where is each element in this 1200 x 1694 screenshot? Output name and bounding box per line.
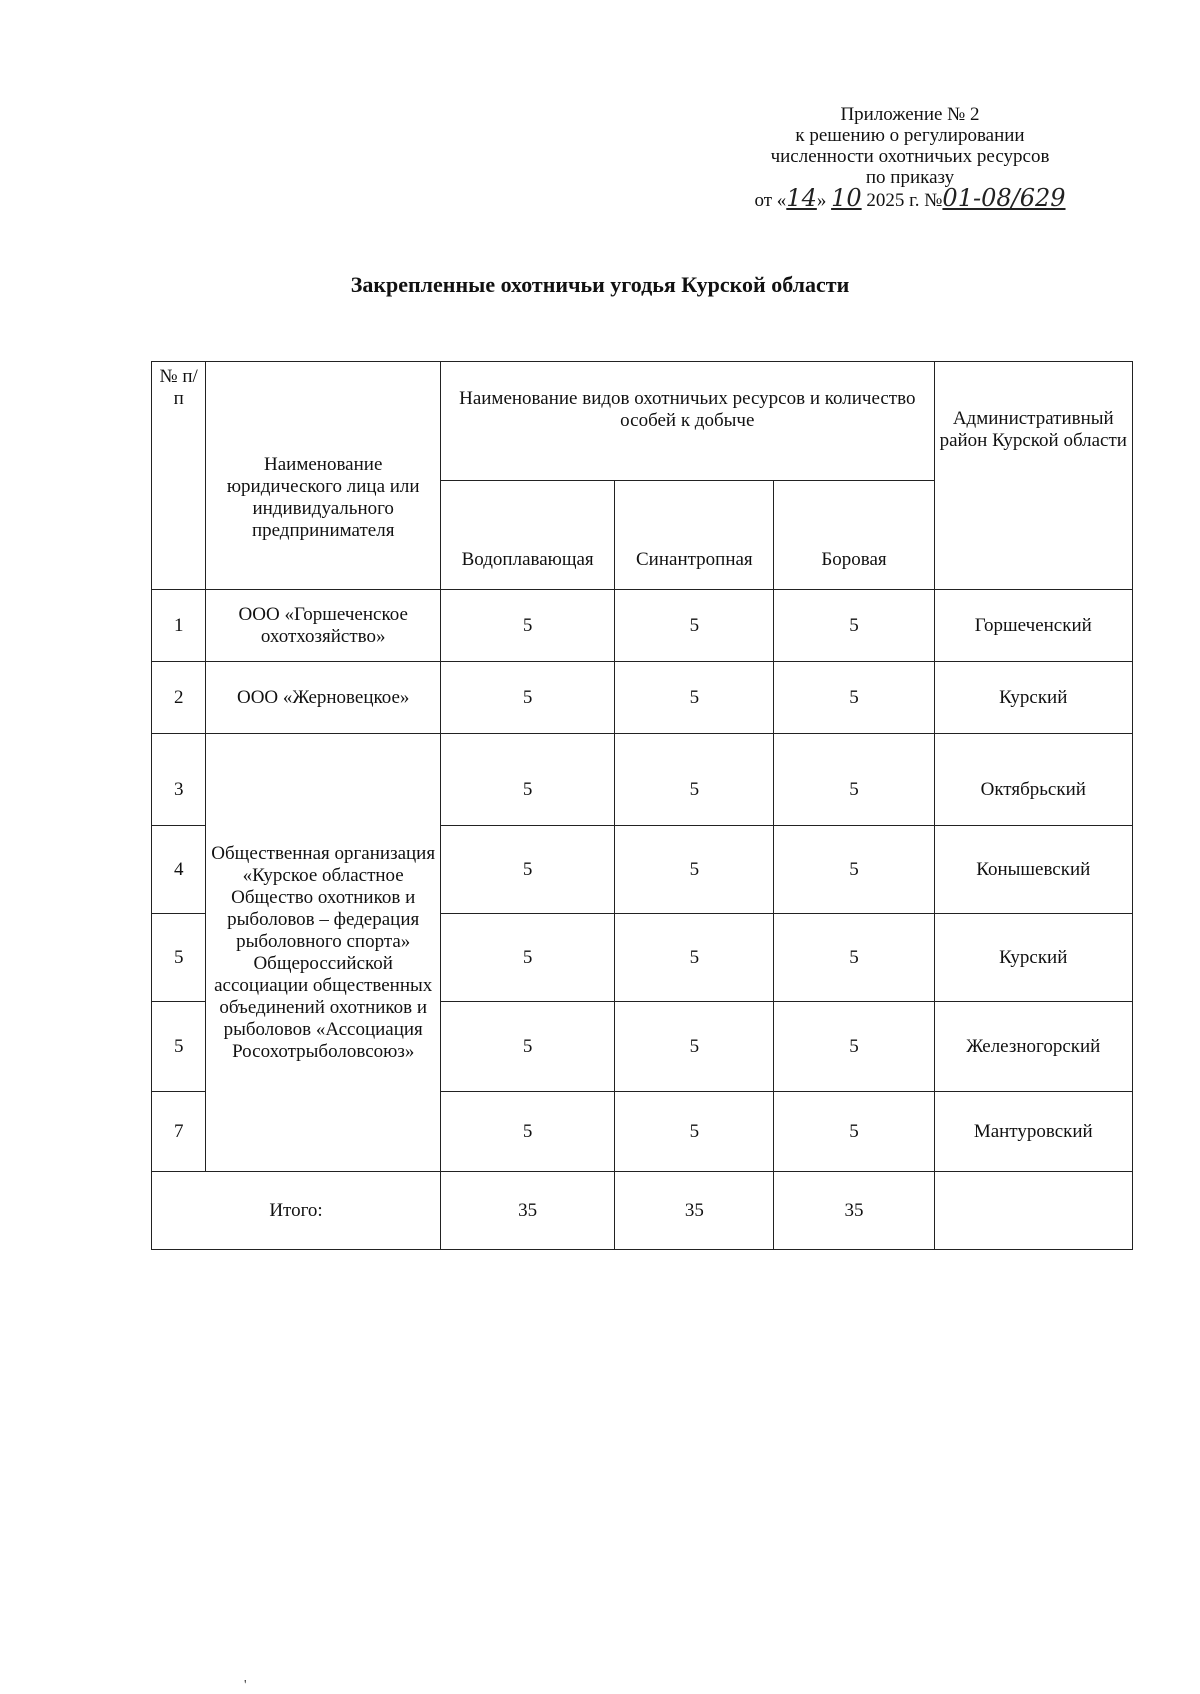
page-title: Закрепленные охотничьи угодья Курской области <box>350 272 850 297</box>
appendix-line-order: по приказу <box>865 167 955 188</box>
header-resource-group: Наименование видов охотничьих ресурсов и количество особей к добыче <box>441 362 935 481</box>
row-waterfowl: 5 <box>441 662 615 734</box>
row-entity-organization: Общественная организация «Курское областное Общество охотников и рыболовов – федерация рыболовного спорта» Общероссийской ассоциации общественных объединений охотников и рыболовов «Ассоциация Росохотрыболовсоюз» <box>206 734 441 1172</box>
row-num: 3 <box>152 734 206 826</box>
table-row <box>152 734 1133 826</box>
header-entity-name: Наименование юридического лица или индивидуального предпринимателя <box>206 362 441 590</box>
row-upland: 5 <box>774 914 934 1002</box>
table-total-row <box>152 1172 1133 1250</box>
appendix-date-line <box>700 184 1120 212</box>
total-synanthropic: 35 <box>615 1172 774 1250</box>
row-district: Курский <box>934 914 1132 1002</box>
row-num: 1 <box>152 590 206 662</box>
total-waterfowl: 35 <box>441 1172 615 1250</box>
date-year: 2025 г. № <box>866 190 943 211</box>
handwritten-month: 10 <box>831 184 862 212</box>
date-quote: » <box>816 190 827 211</box>
row-upland: 5 <box>774 662 934 734</box>
header-upland: Боровая <box>774 481 934 590</box>
row-synanthropic: 5 <box>615 1092 774 1172</box>
header-waterfowl: Водоплавающая <box>441 481 615 590</box>
row-district: Железногорский <box>934 1002 1132 1092</box>
row-district: Горшеченский <box>934 590 1132 662</box>
total-label: Итого: <box>152 1172 441 1250</box>
row-district: Конышевский <box>934 826 1132 914</box>
table-row <box>152 590 1133 662</box>
row-waterfowl: 5 <box>441 1002 615 1092</box>
row-district: Курский <box>934 662 1132 734</box>
row-synanthropic: 5 <box>615 734 774 826</box>
row-num: 7 <box>152 1092 206 1172</box>
row-num: 4 <box>152 826 206 914</box>
row-synanthropic: 5 <box>615 914 774 1002</box>
row-upland: 5 <box>774 590 934 662</box>
row-waterfowl: 5 <box>441 590 615 662</box>
appendix-line-resources: численности охотничьих ресурсов <box>770 146 1050 167</box>
row-waterfowl: 5 <box>441 826 615 914</box>
total-district <box>934 1172 1132 1250</box>
stray-mark: ' <box>244 1678 247 1693</box>
row-num: 5 <box>152 1002 206 1092</box>
appendix-title: Приложение № 2 <box>840 104 980 125</box>
row-waterfowl: 5 <box>441 1092 615 1172</box>
table-row <box>152 662 1133 734</box>
row-synanthropic: 5 <box>615 826 774 914</box>
row-synanthropic: 5 <box>615 662 774 734</box>
row-upland: 5 <box>774 1002 934 1092</box>
total-upland: 35 <box>774 1172 934 1250</box>
row-upland: 5 <box>774 734 934 826</box>
row-synanthropic: 5 <box>615 590 774 662</box>
row-entity: ООО «Горшеченское охотхозяйство» <box>206 590 441 662</box>
row-upland: 5 <box>774 1092 934 1172</box>
hunting-grounds-table <box>151 361 1133 1250</box>
row-district: Мантуровский <box>934 1092 1132 1172</box>
header-synanthropic: Синантропная <box>615 481 774 590</box>
header-num: № п/п <box>152 362 206 590</box>
appendix-block <box>700 104 1120 211</box>
header-district: Административный район Курской области <box>934 362 1132 590</box>
handwritten-day: 14 <box>786 184 817 212</box>
row-synanthropic: 5 <box>615 1002 774 1092</box>
row-entity: ООО «Жерновецкое» <box>206 662 441 734</box>
date-prefix: от « <box>754 190 787 211</box>
row-upland: 5 <box>774 826 934 914</box>
row-waterfowl: 5 <box>441 734 615 826</box>
appendix-line-decision: к решению о регулировании <box>795 125 1025 146</box>
table-header-row <box>152 362 1133 481</box>
row-district: Октябрьский <box>934 734 1132 826</box>
handwritten-order-number: 01-08/629 <box>942 184 1066 212</box>
row-waterfowl: 5 <box>441 914 615 1002</box>
row-num: 2 <box>152 662 206 734</box>
row-num: 5 <box>152 914 206 1002</box>
